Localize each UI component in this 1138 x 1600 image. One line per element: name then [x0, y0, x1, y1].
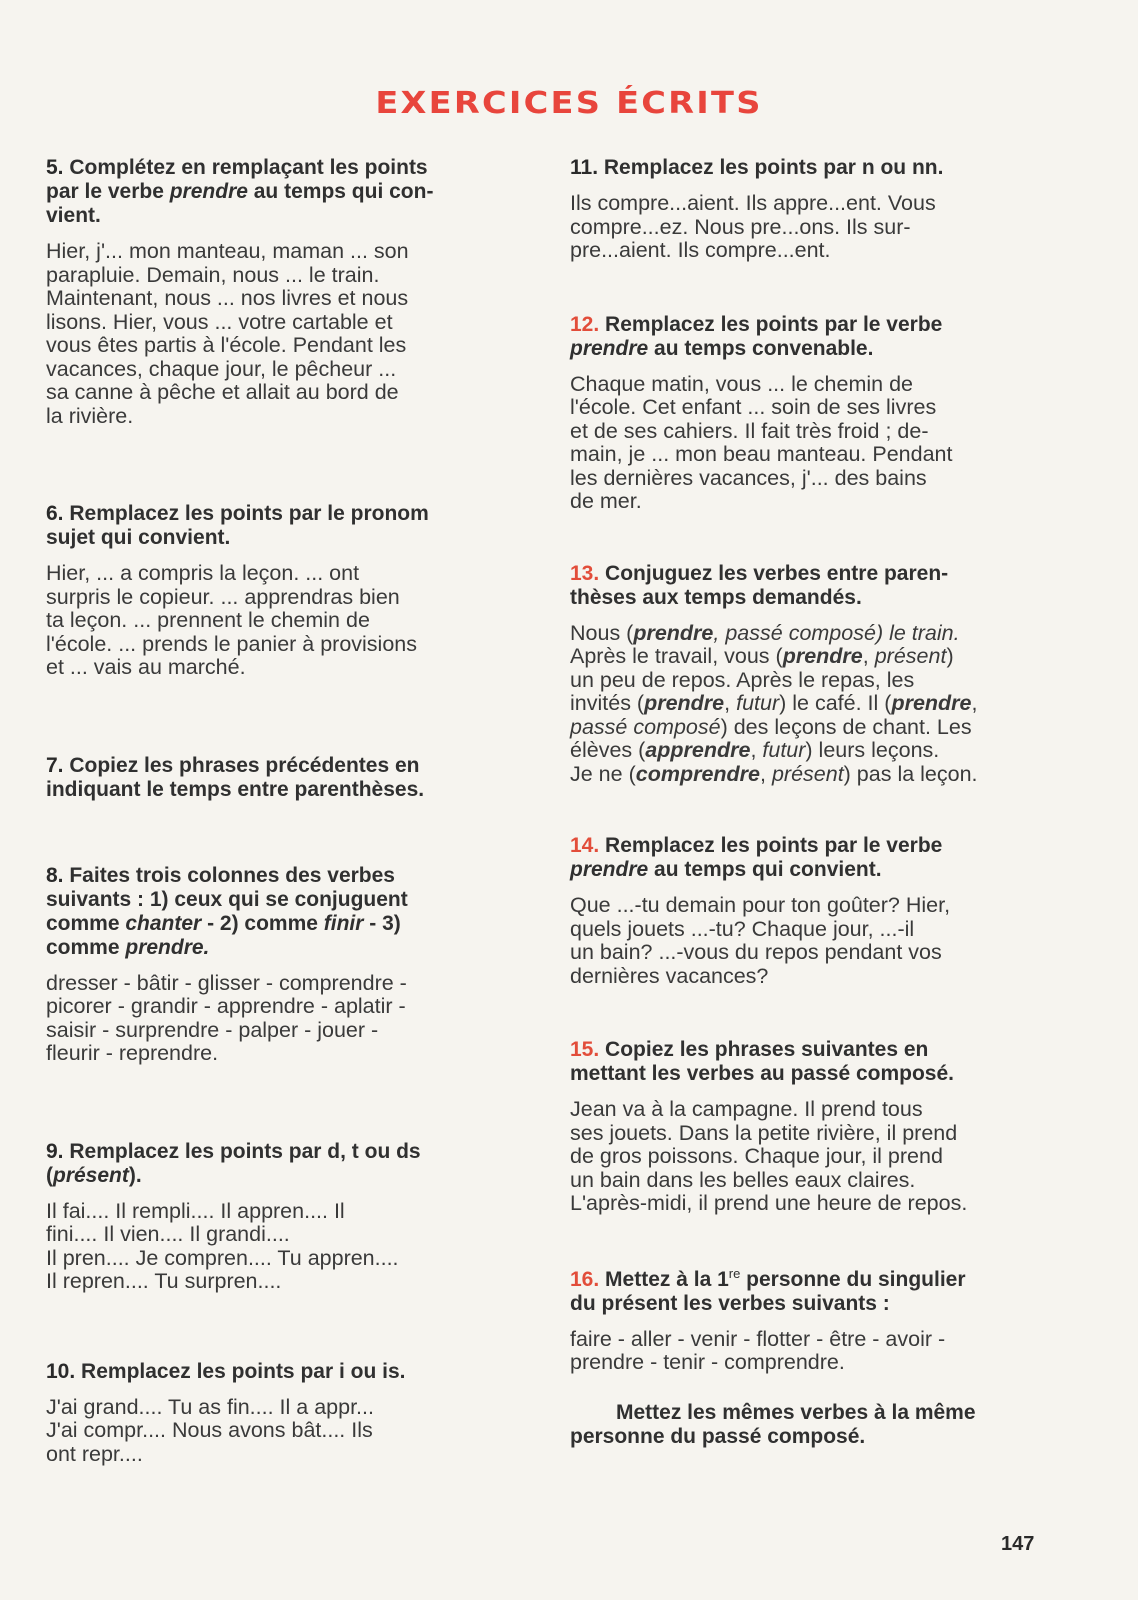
exercise-13-text: Nous (prendre, passé composé) le train. Après le travail, vous (prendre, présent) un peu de repos. Après le repas, les invités (prendre, futur) le café. Il (prendre, passé composé) des leçons de chant. Les élèves (apprendre, futur) leurs leçons. Je ne (comprendre, présent) pas la leçon. [570, 620, 978, 786]
exercise-9-text: Il fai.... Il rempli.... Il appren.... Il fini.... Il vien.... Il grandi.... Il pren.... Je compren.... Tu appren.... Il repren.... Tu surpren.... [46, 1198, 399, 1293]
exercise-11 [570, 156, 1032, 263]
exercise-13-instruction: 13. Conjuguez les verbes entre paren- thèses aux temps demandés. [570, 561, 949, 609]
exercise-11-text: Ils compre...aient. Ils appre...ent. Vous compre...ez. Nous pre...ons. Ils sur- pre...aient. Ils compre...ent. [570, 191, 936, 262]
exercise-number: 16. [570, 1267, 600, 1291]
exercise-9-instruction: 9. Remplacez les points par d, t ou ds (présent). [46, 1139, 421, 1187]
exercise-8-instruction: 8. Faites trois colonnes des verbes suivants : 1) ceux qui se conjuguent comme chanter - 2) comme finir - 3) comme prendre. [46, 863, 408, 959]
exercise-14 [570, 834, 1032, 988]
exercise-number: 5. [46, 156, 64, 179]
exercise-number: 7. [46, 753, 64, 777]
exercise-8-text: dresser - bâtir - glisser - comprendre - picorer - grandir - apprendre - aplatir - saisir - surprendre - palper - jouer - fleurir - reprendre. [46, 970, 407, 1065]
exercise-number: 8. [46, 863, 64, 887]
exercise-number: 10. [46, 1359, 76, 1383]
exercise-8 [46, 864, 508, 1066]
exercise-9 [46, 1140, 508, 1294]
exercise-11-instruction: 11. Remplacez les points par n ou nn. [570, 156, 944, 179]
exercise-14-instruction: 14. Remplacez les points par le verbe prendre au temps qui convient. [570, 834, 943, 881]
exercise-number: 11. [570, 156, 599, 179]
page-title: EXERCICES ÉCRITS [375, 86, 763, 121]
exercise-5-instruction: 5. Complétez en remplaçant les points par le verbe prendre au temps qui con- vient. [46, 156, 434, 227]
exercise-15 [570, 1038, 1032, 1216]
right-column [570, 156, 1032, 1449]
exercise-10-text: J'ai grand.... Tu as fin.... Il a appr... J'ai compr.... Nous avons bât.... Ils ont repr.... [46, 1394, 374, 1466]
exercise-12-text: Chaque matin, vous ... le chemin de l'école. Cet enfant ... soin de ses livres et de ses cahiers. Il fait très froid ; de- main, je ... mon beau manteau. Pendant les dernières vacances, j'... des bains de mer. [570, 371, 953, 513]
exercise-10-instruction: 10. Remplacez les points par i ou is. [46, 1359, 406, 1383]
exercise-15-instruction: 15. Copiez les phrases suivantes en mettant les verbes au passé composé. [570, 1038, 954, 1085]
exercise-number: 12. [570, 312, 600, 336]
exercise-5-text: Hier, j'... mon manteau, maman ... son parapluie. Demain, nous ... le train. Maintenant, nous ... nos livres et nous lisons. Hier, vous ... votre cartable et vous êtes partis à l'école. Pendant les vacances, chaque jour, le pêcheur ... sa canne à pêche et allait au bord de la rivière. [46, 239, 409, 428]
exercise-16-text: faire - aller - venir - flotter - être - avoir - prendre - tenir - comprendre. [570, 1326, 946, 1374]
exercise-number: 6. [46, 502, 64, 525]
exercise-6 [46, 502, 508, 680]
exercise-7-instruction: 7. Copiez les phrases précédentes en indiquant le temps entre parenthèses. [46, 753, 425, 801]
exercise-15-text: Jean va à la campagne. Il prend tous ses jouets. Dans la petite rivière, il prend de gros poissons. Chaque jour, il prend un bain dans les belles eaux claires. L'après-midi, il prend une heure de repos. [570, 1097, 968, 1215]
exercise-6-text: Hier, ... a compris la leçon. ... ont surpris le copieur. ... apprendras bien ta leçon. ... prennent le chemin de l'école. ... prends le panier à provisions et ... vais au marché. [46, 561, 418, 679]
exercise-16 [570, 1262, 1032, 1449]
exercise-16-followup: Mettez les mêmes verbes à la même personne du passé composé. [570, 1400, 976, 1448]
exercise-number: 13. [570, 561, 600, 585]
exercise-12-instruction: 12. Remplacez les points par le verbe prendre au temps convenable. [570, 312, 943, 360]
exercise-12 [570, 313, 1032, 514]
exercise-number: 14. [570, 834, 600, 857]
exercise-number: 15. [570, 1038, 600, 1061]
left-column [46, 156, 508, 1466]
exercise-16-instruction: 16. Mettez à la 1re personne du singulier du présent les verbes suivants : [570, 1265, 966, 1315]
exercise-7 [46, 754, 508, 802]
exercise-10 [46, 1360, 508, 1467]
exercise-14-text: Que ...-tu demain pour ton goûter? Hier, quels jouets ...-tu? Chaque jour, ...-il un bain? ...-vous du repos pendant vos dernières vacances? [570, 893, 951, 988]
exercise-number: 9. [46, 1139, 64, 1163]
exercise-13 [570, 562, 1032, 787]
exercise-5 [46, 156, 508, 428]
exercise-6-instruction: 6. Remplacez les points par le pronom sujet qui convient. [46, 502, 429, 549]
page-number: 147 [1001, 1533, 1035, 1555]
